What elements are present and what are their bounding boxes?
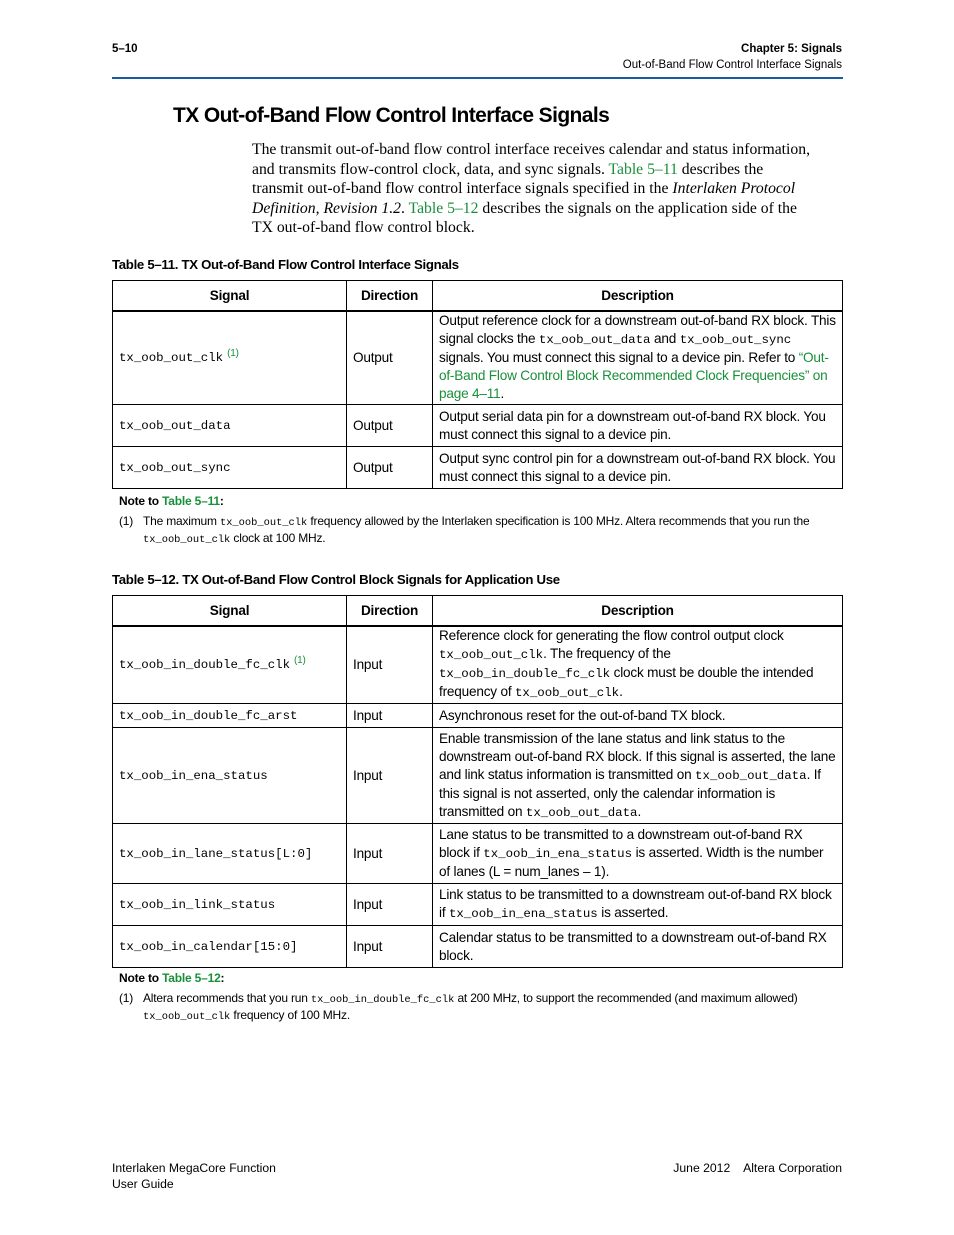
- footnote-segment: The maximum: [143, 514, 220, 528]
- description-text: and: [650, 331, 680, 347]
- description-text: is asserted.: [597, 905, 669, 920]
- description-text: Output reference clock for a downstream out-of-band RX block. This signal clocks the: [439, 313, 836, 347]
- table-5-11-caption: Table 5–11. TX Out-of-Band Flow Control Interface Signals: [112, 257, 459, 272]
- signal-cell: [113, 728, 347, 824]
- column-header-description: Description: [433, 281, 843, 311]
- direction-cell: Input: [347, 824, 433, 884]
- direction-cell: Input: [347, 884, 433, 926]
- cross-reference-link[interactable]: “Out-of-Band Flow Control Block Recommended Clock Frequencies” on page 4–11: [439, 350, 829, 402]
- column-header-direction: Direction: [347, 281, 433, 311]
- table-5-12-link[interactable]: Table 5–12: [408, 199, 479, 217]
- table-5-12-caption: Table 5–12. TX Out-of-Band Flow Control Block Signals for Application Use: [112, 572, 560, 587]
- column-header-signal: Signal: [113, 281, 347, 311]
- footnote-number: (1): [119, 514, 134, 528]
- chapter-title: Chapter 5: Signals: [741, 43, 842, 55]
- direction-cell: Input: [347, 926, 433, 968]
- signal-cell: [113, 704, 347, 728]
- description-cell: [433, 728, 843, 824]
- table-5-11-note-heading: [119, 494, 224, 508]
- signal-reference: tx_oob_in_ena_status: [448, 907, 598, 921]
- signal-cell: [113, 626, 347, 704]
- footer-left: [112, 1160, 276, 1192]
- description-text: signals. You must connect this signal to a device pin. Refer to: [439, 350, 799, 366]
- signal-reference: tx_oob_out_sync: [679, 333, 792, 348]
- note-reference-link[interactable]: (1): [227, 347, 239, 359]
- signal-reference: tx_oob_out_data: [695, 768, 807, 783]
- signal-name: tx_oob_in_link_status: [119, 898, 276, 912]
- signal-reference: tx_oob_out_clk: [515, 686, 620, 701]
- signal-reference: tx_oob_out_data: [525, 805, 638, 820]
- description-cell: [433, 884, 843, 926]
- footer-doc-type: User Guide: [112, 1177, 174, 1191]
- description-cell: [433, 311, 843, 405]
- note-colon: :: [219, 494, 224, 508]
- signal-reference: tx_oob_in_double_fc_clk: [439, 667, 611, 682]
- intro-paragraph: [252, 140, 818, 238]
- signal-cell: [113, 926, 347, 968]
- direction-cell: Output: [347, 311, 433, 405]
- footer-product: Interlaken MegaCore Function: [112, 1161, 276, 1175]
- description-cell: [433, 824, 843, 884]
- column-header-direction: Direction: [347, 596, 433, 626]
- signal-reference: tx_oob_out_clk: [439, 648, 544, 663]
- direction-cell: Output: [347, 447, 433, 489]
- table-5-12-note-heading: [119, 971, 224, 985]
- table-5-12: [112, 595, 843, 968]
- footnote-number: (1): [119, 991, 134, 1005]
- table-row: [113, 824, 843, 884]
- footnote-segment: clock at 100 MHz.: [230, 530, 326, 545]
- direction-cell: Input: [347, 704, 433, 728]
- table-5-11: [112, 280, 843, 489]
- description-text: is asserted. Width is the number of lanes (L = num_lanes – 1).: [439, 845, 824, 879]
- footnote-segment: frequency allowed by the Interlaken specification is 100 MHz. Altera recommends that you run the: [307, 514, 810, 528]
- description-text: Lane status to be transmitted to a downstream out-of-band RX block if: [439, 827, 803, 860]
- table-5-12-link[interactable]: Table 5–12: [162, 971, 221, 985]
- description-cell: Output sync control pin for a downstream out-of-band RX block. You must connect this signal to a device pin.: [433, 447, 843, 489]
- signal-reference: tx_oob_out_data: [538, 333, 651, 348]
- signal-name: tx_oob_in_ena_status: [119, 769, 268, 783]
- signal-reference: tx_oob_in_ena_status: [483, 847, 633, 861]
- signal-cell: [113, 311, 347, 405]
- table-5-11-link[interactable]: Table 5–11: [608, 160, 678, 178]
- direction-cell: Input: [347, 728, 433, 824]
- footnote-segment: Altera recommends that you run: [143, 991, 311, 1005]
- footnote-segment: frequency of 100 MHz.: [230, 1007, 350, 1022]
- note-label: Note to: [119, 494, 163, 508]
- signal-reference: tx_oob_out_clk: [143, 533, 231, 546]
- signal-cell: [113, 824, 347, 884]
- footnote-text: [143, 991, 843, 1024]
- signal-name: tx_oob_out_data: [119, 419, 231, 433]
- footer-date-company: June 2012 Altera Corporation: [673, 1161, 842, 1175]
- table-row: [113, 884, 843, 926]
- signal-cell: [113, 447, 347, 489]
- description-text: . If this signal is not asserted, only the calendar information is transmitted on: [439, 766, 821, 819]
- description-text: Reference clock for generating the flow control output clock: [439, 628, 784, 644]
- section-heading: TX Out-of-Band Flow Control Interface Signals: [173, 104, 610, 127]
- column-header-description: Description: [433, 596, 843, 626]
- description-cell: Asynchronous reset for the out-of-band TX block.: [433, 704, 843, 728]
- signal-name: tx_oob_in_lane_status[L:0]: [119, 847, 313, 861]
- signal-cell: [113, 405, 347, 447]
- footnote-text: [143, 514, 843, 547]
- table-row: [113, 926, 843, 968]
- footnote-segment: at 200 MHz, to support the recommended (and maximum allowed): [454, 991, 798, 1005]
- intro-text: The transmit out-of-band flow control interface receives calendar and status information, and transmits flow-control clock, data, and sync signals.: [252, 141, 811, 178]
- header-rule: [112, 77, 843, 79]
- signal-cell: [113, 884, 347, 926]
- signal-reference: tx_oob_in_double_fc_clk: [310, 994, 455, 1006]
- description-cell: Output serial data pin for a downstream out-of-band RX block. You must connect this signal to a device pin.: [433, 405, 843, 447]
- table-row: [113, 405, 843, 447]
- signal-name: tx_oob_in_calendar[15:0]: [119, 940, 298, 954]
- description-text: Link status to be transmitted to a downstream out-of-band RX block if: [439, 887, 832, 920]
- direction-cell: Input: [347, 626, 433, 704]
- note-reference-link[interactable]: (1): [294, 654, 306, 666]
- signal-name: tx_oob_out_sync: [119, 461, 231, 475]
- signal-name: tx_oob_out_clk: [119, 350, 224, 365]
- table-row: [113, 311, 843, 405]
- page-number: 5–10: [112, 43, 138, 55]
- description-text: .: [637, 803, 642, 819]
- signal-name: tx_oob_in_double_fc_clk: [119, 657, 291, 672]
- running-section-title: Out-of-Band Flow Control Interface Signals: [622, 59, 842, 71]
- description-cell: Calendar status to be transmitted to a downstream out-of-band RX block.: [433, 926, 843, 968]
- description-text: . The frequency of the: [543, 646, 671, 662]
- signal-reference: tx_oob_out_clk: [219, 517, 308, 529]
- intro-text: describes the signals on the application side of the TX out-of-band flow control block.: [252, 199, 797, 237]
- direction-cell: Output: [347, 405, 433, 447]
- signal-reference: tx_oob_out_clk: [143, 1010, 231, 1023]
- column-header-signal: Signal: [113, 596, 347, 626]
- note-colon: :: [220, 971, 225, 985]
- table-row: [113, 626, 843, 704]
- description-text: .: [500, 386, 505, 402]
- table-row: [113, 728, 843, 824]
- table-row: [113, 704, 843, 728]
- intro-text: describes the transmit out-of-band flow control interface signals specified in the: [252, 160, 764, 198]
- description-cell: [433, 626, 843, 704]
- intro-text: .: [401, 199, 409, 217]
- table-row: [113, 447, 843, 489]
- note-label: Note to: [119, 971, 163, 985]
- description-text: .: [619, 684, 623, 700]
- description-text: clock must be double the intended frequency of: [439, 665, 814, 700]
- signal-name: tx_oob_in_double_fc_arst: [119, 709, 298, 723]
- table-5-11-link[interactable]: Table 5–11: [162, 494, 220, 508]
- description-text: Enable transmission of the lane status and link status to the downstream out-of-band RX block. If this signal is asserted, the lane and link status information is transmitted on: [439, 730, 836, 782]
- spec-title: Interlaken Protocol Definition, Revision 1.2: [252, 180, 796, 217]
